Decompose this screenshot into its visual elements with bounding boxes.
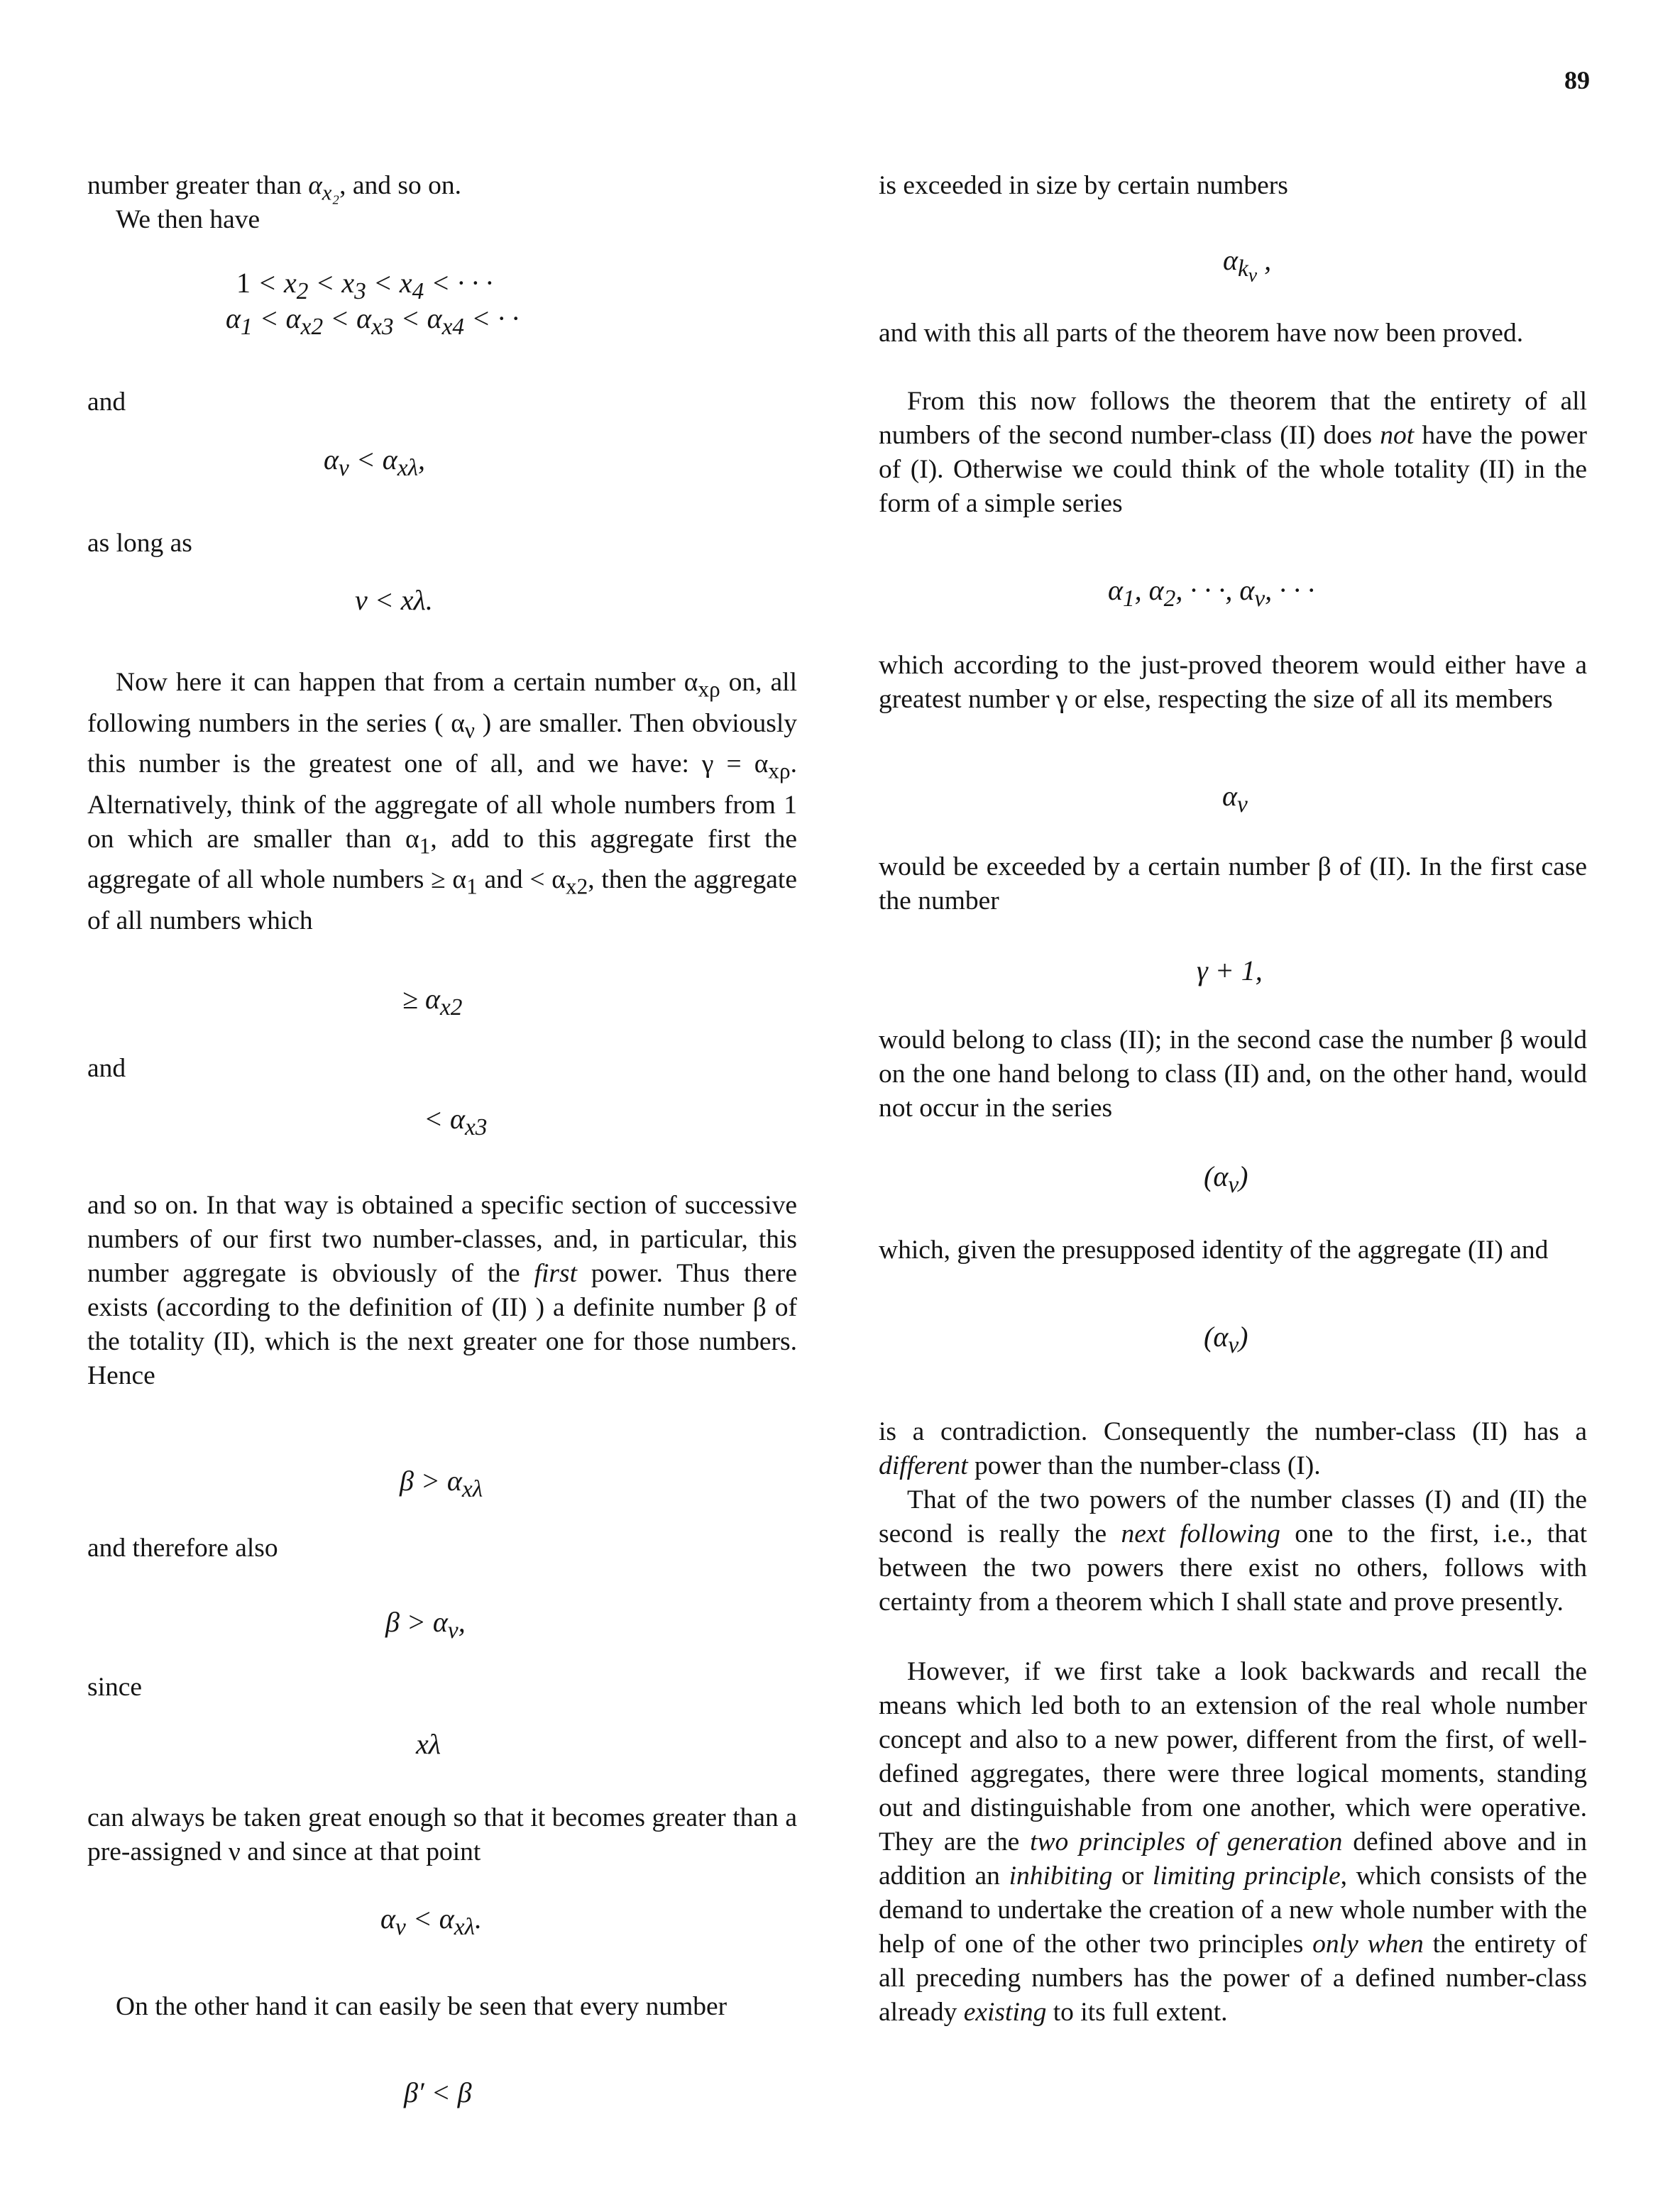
- paragraph-would-belong: would belong to class (II); in the second case the number β would on the one hand belong to class (II) and, on the other hand, would not occur in the series: [879, 1025, 1587, 1123]
- paragraph-and-with: and with this all parts of the theorem have now been proved.: [879, 319, 1524, 348]
- equation-alpha-lt: $\alpha_\nu < \alpha_{x\lambda}$.: [380, 1903, 483, 1940]
- equation-geq: ≥ $\alpha_{x2}$: [402, 983, 463, 1021]
- word-and-2: and: [87, 1054, 126, 1083]
- equation-alpha-nu: $\alpha_\nu < \alpha_{x\lambda}$,: [324, 444, 426, 481]
- paragraph-which-according: which according to the just-proved theorem would either have a greatest number γ or else, respecting the size of all its members: [879, 651, 1587, 714]
- paragraph-now-here: Now here it can happen that from a certain number $\alpha_{x\rho}$ on, all following numbers in the series ( $\alpha_\nu$ ) are smaller. Then obviously this number is the greatest one of all, and we have: $\gamma = \alpha_{x\rho}$. Alternatively, think of the aggregate of all whole numbers from 1 on which are smaller than $\alpha_1$, add to this aggregate first the aggregate of all whole numbers ≥ $\alpha_1$ and < $\alpha_{x2}$, then the aggregate of all numbers which: [87, 668, 797, 935]
- word-therefore: and therefore also: [87, 1534, 278, 1563]
- paragraph-which-given: which, given the presupposed identity of the aggregate (II) and: [879, 1236, 1549, 1265]
- paragraph-would-be: would be exceeded by a certain number β of (II). In the first case the number: [879, 852, 1587, 915]
- equation-alpha-k: $\alpha_{k_\nu}$ ,: [1223, 244, 1272, 287]
- paragraph-other-hand: On the other hand it can easily be seen that every number: [116, 1992, 728, 2021]
- paragraph-from-this: From this now follows the theorem that the entirety of all numbers of the second number-class (II) does not have the power of (I). Otherwise we could think of the whole totality (II) in the form of a simple series: [879, 387, 1587, 518]
- page-number: 89: [1564, 66, 1590, 94]
- word-since: since: [87, 1673, 143, 1702]
- paragraph-then: We then have: [116, 205, 260, 234]
- equation-chain-1: $1 < x_2 < x_3 < x_4$ < · · ·: [236, 267, 493, 304]
- equation-nu-lt: ν < xλ.: [355, 584, 433, 616]
- equation-gamma-plus: γ + 1,: [1197, 955, 1263, 986]
- equation-series-nu-2: $(\alpha_\nu)$: [1204, 1321, 1248, 1358]
- equation-alpha-nu: $\alpha_\nu$: [1222, 780, 1248, 818]
- paragraph-intro: number greater than $\alpha_{x_2}$, and so on.: [87, 171, 462, 205]
- equation-lt: < $\alpha_{x3}$: [424, 1103, 488, 1140]
- equation-series-nu-1: $(\alpha_\nu)$: [1204, 1160, 1248, 1198]
- word-as-long-as: as long as: [87, 529, 192, 558]
- equation-beta-gt: $\beta > \alpha_{x\lambda}$: [400, 1465, 483, 1502]
- equation-series: $\alpha_1$, $\alpha_2$, · · ·, $\alpha_\nu$, · · ·: [1108, 574, 1315, 612]
- paragraph-exceeded: is exceeded in size by certain numbers: [879, 171, 1288, 200]
- paragraph-that-of: That of the two powers of the number classes (I) and (II) the second is really the next following one to the first, i.e., that between the two powers there exist no others, follows with certainty from a theorem which I shall state and prove presently.: [879, 1485, 1587, 1617]
- equation-beta-gt-nu: $\beta > \alpha_\nu$,: [385, 1606, 466, 1644]
- paragraph-however: However, if we first take a look backwards and recall the means which led both to an extension of the real whole number concept and also to a new power, different from the first, of well-defined aggregates, there were three logical moments, standing out and distinguishable from one another, which were operative. They are the two principles of generation defined above and in addition an inhibiting or limiting principle, which consists of the demand to undertake the creation of a new whole number with the help of one of the other two principles only when the entirety of all preceding numbers has the power of a defined number-class already existing to its full extent.: [879, 1657, 1588, 2027]
- paragraph-contradiction: is a contradiction. Consequently the number-class (II) has a different power than the number-class (I).: [879, 1417, 1587, 1480]
- equation-x-lambda: xλ: [416, 1728, 441, 1760]
- paragraph-and-so-on: and so on. In that way is obtained a specific section of successive numbers of our first two number-classes, and, in particular, this number aggregate is obviously of the first power. Thus there exists (according to the definition of (II) ) a definite number β of the totality (II), which is the next greater one for those numbers. Hence: [87, 1191, 797, 1390]
- equation-beta-prime: β′ < β: [404, 2076, 472, 2108]
- paragraph-can-always: can always be taken great enough so that it becomes greater than a pre-assigned ν and since at that point: [87, 1803, 797, 1866]
- equation-chain-2: $\alpha_1 < \alpha_{x2} < \alpha_{x3} < \alpha_{x4}$ < · ·: [226, 302, 520, 340]
- word-and-1: and: [87, 387, 126, 417]
